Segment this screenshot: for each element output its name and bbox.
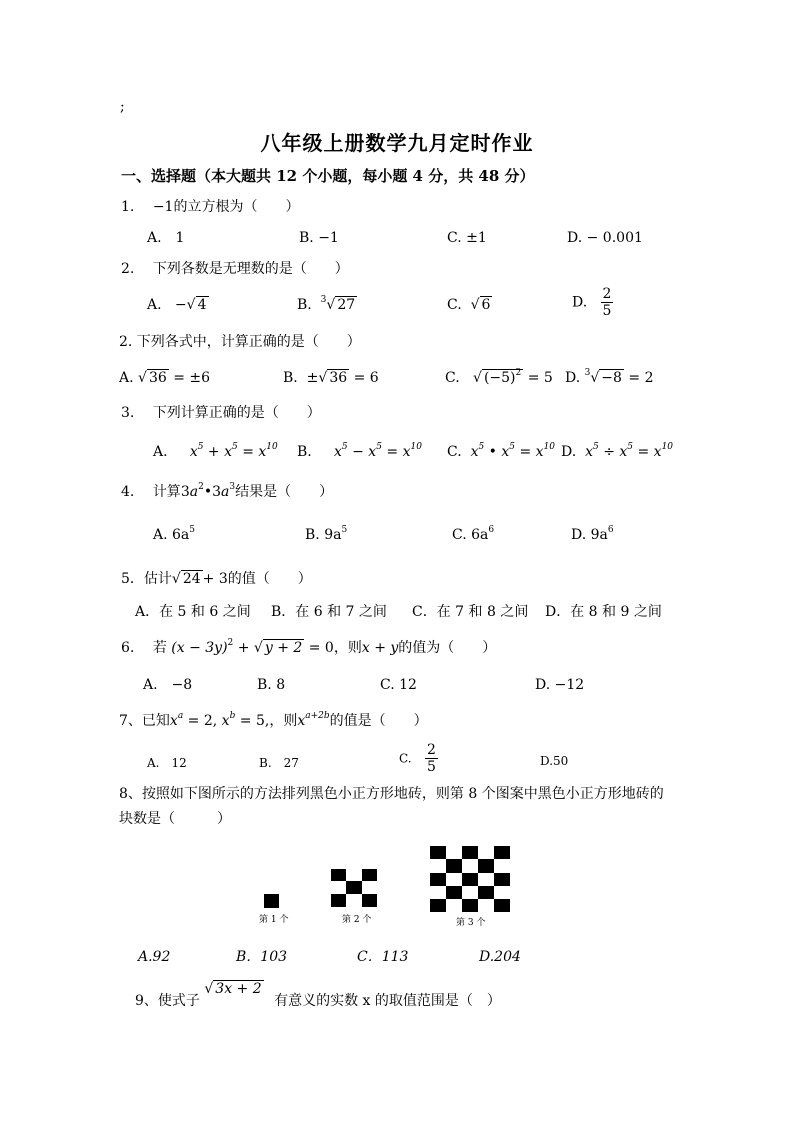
black-tile [331, 869, 346, 881]
question-2 [121, 260, 349, 278]
option-a: A. −8 [143, 677, 193, 693]
option-a: A. $6a^5$ [153, 525, 195, 543]
option-d: D. $x^5 \div x^5 = x^{10}$ [561, 442, 674, 460]
option-c: C．113 [357, 949, 409, 965]
question-stem: −1 [152, 199, 174, 215]
question-2b: 2. 下列各式中，计算正确的是（ ） [119, 334, 361, 350]
option-d: D. $\frac{2}{5}$ [572, 286, 612, 319]
option-b: B. $x^5 - x^5 = x^{10}$ [297, 442, 422, 460]
option-a: A. −√ 4 [147, 297, 207, 313]
page-title: 八年级上册数学九月定时作业 [260, 131, 534, 155]
option-b: B. −1 [299, 230, 339, 246]
option-b: B. ±√ 36 = 6 [283, 370, 379, 386]
option-d: D.50 [540, 754, 569, 768]
black-tile [462, 873, 478, 886]
option-b: B. 27 [259, 756, 299, 770]
black-tile [430, 899, 446, 912]
option-b: B. $^3$√ 27 [297, 295, 356, 313]
black-tile [430, 873, 446, 886]
option-d: D. − 0.001 [567, 230, 643, 246]
option-a: A. 1 [147, 230, 185, 246]
option-c: C．在 7 和 8 之间 [412, 604, 529, 620]
question-3 [121, 404, 321, 422]
option-c: C. 12 [380, 677, 417, 693]
black-tile [446, 859, 462, 873]
question-5: 5．估计√ 24 + 3的值（ ） [121, 571, 312, 587]
black-tile [362, 869, 377, 881]
pattern-caption-1: 第 1 个 [259, 915, 289, 925]
black-tile [478, 886, 494, 899]
black-tile [478, 859, 494, 873]
option-d: D. $^3$√ −8 = 2 [565, 368, 654, 386]
black-tile [462, 846, 478, 859]
black-tile [362, 894, 377, 907]
question-8-line-1: 8、按照如下图所示的方法排列黑色小正方形地砖，则第 8 个图案中黑色小正方形地砖的 [119, 786, 664, 802]
black-tile [446, 886, 462, 899]
question-number: 1. [121, 199, 135, 215]
pattern-caption-3: 第 3 个 [456, 918, 486, 928]
option-c: C. ±1 [447, 230, 487, 246]
question-number: 3. [121, 405, 135, 421]
option-a: A．在 5 和 6 之间 [135, 604, 251, 620]
question-8-line-2: 块数是（ ） [119, 811, 231, 827]
option-a: A.92 [138, 949, 171, 965]
option-c: C. $6a^6$ [452, 525, 495, 543]
question-1 [121, 198, 299, 216]
question-number: 2. [121, 261, 135, 277]
black-tile [462, 899, 478, 912]
black-tile [346, 881, 362, 894]
question-6: 6. 若 $(x - 3y)^2$ + √ y + 2 = 0，则x + y的值为（ ） [121, 638, 497, 656]
option-d: D.204 [479, 949, 521, 965]
option-a: A. √ 36 = ±6 [119, 370, 211, 386]
option-c: C. $x^5$ • $x^5 = x^{10}$ [447, 442, 556, 460]
option-c: C. $\frac{2}{5}$ [399, 742, 436, 775]
question-4: 4. 计算$3a^2•3a^3$结果是（ ） [121, 482, 334, 500]
option-d: D. −12 [535, 677, 585, 693]
question-stem: 下列各数是无理数的是（ ） [152, 261, 349, 277]
question-stem: 的立方根为（ ） [173, 199, 300, 215]
black-tile [331, 894, 346, 907]
question-stem: 下列计算正确的是（ ） [152, 405, 321, 421]
question-7: 7、已知$x^a = 2$, $x^b = 5$,，则$x^{a+2b}$的值是（ ） [119, 711, 428, 729]
option-c: C. √ 6 [447, 297, 491, 313]
black-tile [264, 894, 279, 908]
option-b: B．在 6 和 7 之间 [271, 604, 387, 620]
option-a: A. $x^5 + x^5 = x^{10}$ [153, 442, 278, 460]
option-b: B．103 [236, 949, 288, 965]
black-tile [494, 873, 510, 886]
black-tile [494, 846, 510, 859]
section-heading: 一、选择题（本大题共 12 个小题，每小题 4 分，共 48 分） [121, 167, 535, 185]
stray-mark: ; [120, 99, 125, 115]
pattern-caption-2: 第 2 个 [342, 915, 372, 925]
option-c: C. √ $(-5)^2 = 5$ [445, 368, 553, 386]
black-tile [430, 846, 446, 859]
option-a: A. 12 [147, 756, 187, 770]
black-tile [494, 899, 510, 912]
question-9: 9、使式子 √ 3x + 2 有意义的实数 x 的取值范围是（ ） [135, 981, 501, 1009]
option-b: B. 8 [257, 677, 286, 693]
option-d: D．在 8 和 9 之间 [545, 604, 662, 620]
option-b: B. $9a^5$ [305, 525, 348, 543]
option-d: D. $9a^6$ [571, 525, 614, 543]
